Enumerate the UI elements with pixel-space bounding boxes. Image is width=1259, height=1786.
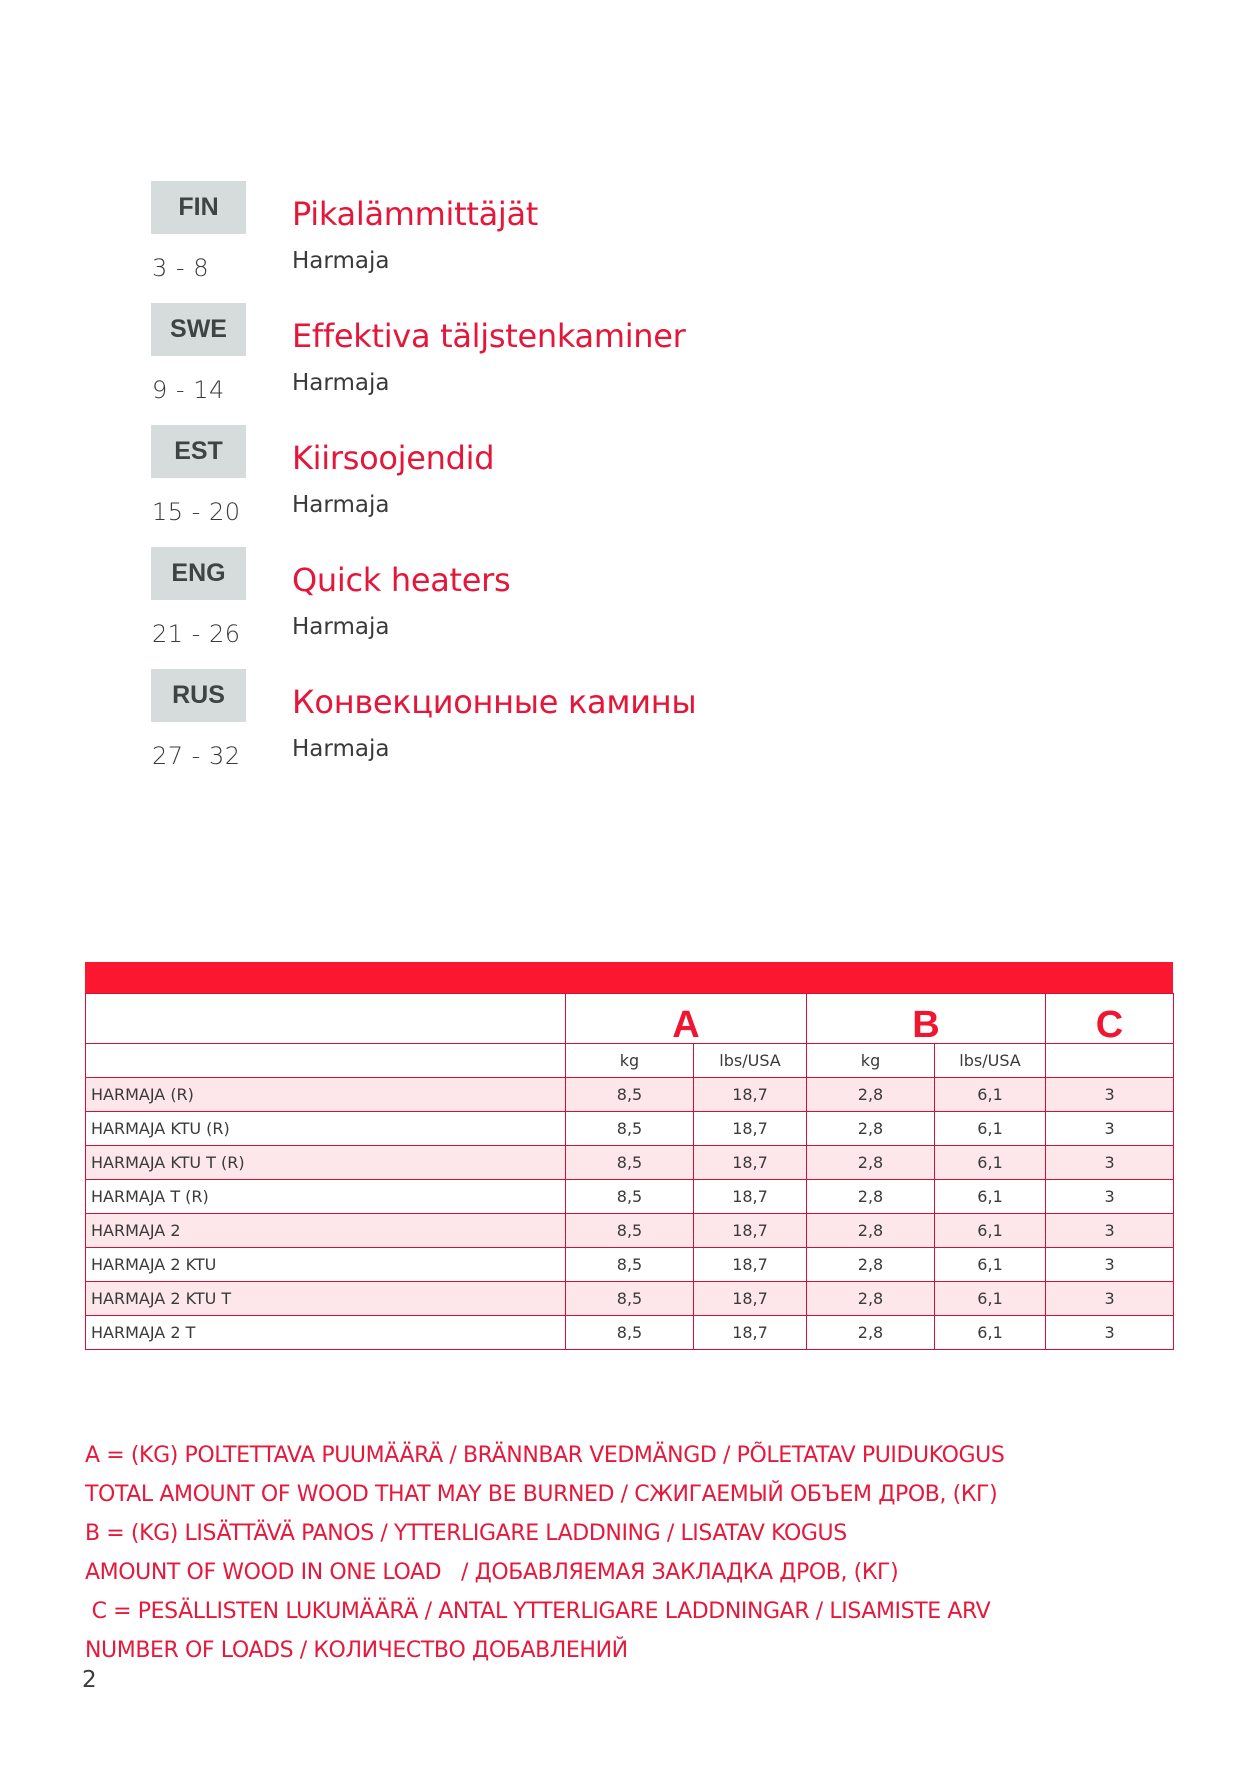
legend-line: A = (KG) POLTETTAVA PUUMÄÄRÄ / BRÄNNBAR VEDMÄNGD / PÕLETATAV PUIDUKOGUS xyxy=(85,1443,1005,1468)
column-group-a xyxy=(566,994,807,1044)
language-badge: EST xyxy=(151,425,246,478)
table-row xyxy=(86,1180,1174,1214)
c-count-cell: 3 xyxy=(1046,1316,1174,1350)
section-title[interactable]: Kiirsoojendid xyxy=(292,439,495,477)
table-row xyxy=(86,1248,1174,1282)
table-header-bar xyxy=(85,962,1173,993)
page-range: 21 - 26 xyxy=(152,620,241,648)
unit-b-lbs: lbs/USA xyxy=(935,1044,1046,1078)
section-title[interactable]: Конвекционные камины xyxy=(292,683,697,721)
b-kg-cell: 2,8 xyxy=(807,1214,935,1248)
page-number: 2 xyxy=(82,1667,97,1693)
c-count-cell: 3 xyxy=(1046,1248,1174,1282)
unit-header-row xyxy=(86,1044,1174,1078)
b-kg-cell: 2,8 xyxy=(807,1282,935,1316)
legend-line: NUMBER OF LOADS / КОЛИЧЕСТВО ДОБАВЛЕНИЙ xyxy=(85,1638,628,1663)
toc-item-fin[interactable] xyxy=(151,181,851,291)
model-name-cell: HARMAJA (R) xyxy=(86,1078,566,1112)
toc-item-rus[interactable] xyxy=(151,669,851,779)
toc-item-eng[interactable] xyxy=(151,547,851,657)
section-subtitle: Harmaja xyxy=(292,736,390,762)
model-name-cell: HARMAJA KTU T (R) xyxy=(86,1146,566,1180)
unit-b-kg: kg xyxy=(807,1044,935,1078)
c-count-cell: 3 xyxy=(1046,1146,1174,1180)
c-count-cell: 3 xyxy=(1046,1282,1174,1316)
b-lbs-cell: 6,1 xyxy=(935,1248,1046,1282)
column-group-b xyxy=(807,994,1046,1044)
legend-line: C = PESÄLLISTEN LUKUMÄÄRÄ / ANTAL YTTERLIGARE LADDNINGAR / LISAMISTE ARV xyxy=(85,1599,991,1624)
b-lbs-cell: 6,1 xyxy=(935,1282,1046,1316)
section-subtitle: Harmaja xyxy=(292,248,390,274)
b-kg-cell: 2,8 xyxy=(807,1146,935,1180)
legend-line: B = (KG) LISÄTTÄVÄ PANOS / YTTERLIGARE LADDNING / LISATAV KOGUS xyxy=(85,1521,847,1546)
column-group-c xyxy=(1046,994,1174,1044)
model-name-cell: HARMAJA 2 KTU T xyxy=(86,1282,566,1316)
page-range: 3 - 8 xyxy=(152,254,209,282)
section-subtitle: Harmaja xyxy=(292,492,390,518)
b-lbs-cell: 6,1 xyxy=(935,1146,1046,1180)
a-lbs-cell: 18,7 xyxy=(694,1112,807,1146)
language-badge: FIN xyxy=(151,181,246,234)
table-body xyxy=(86,1078,1174,1350)
a-lbs-cell: 18,7 xyxy=(694,1248,807,1282)
a-kg-cell: 8,5 xyxy=(566,1282,694,1316)
c-count-cell: 3 xyxy=(1046,1112,1174,1146)
section-title[interactable]: Quick heaters xyxy=(292,561,511,599)
a-lbs-cell: 18,7 xyxy=(694,1282,807,1316)
b-kg-cell: 2,8 xyxy=(807,1180,935,1214)
b-kg-cell: 2,8 xyxy=(807,1112,935,1146)
section-title[interactable]: Effektiva täljstenkaminer xyxy=(292,317,686,355)
page-range: 27 - 32 xyxy=(152,742,241,770)
model-name-cell: HARMAJA 2 T xyxy=(86,1316,566,1350)
data-table xyxy=(85,993,1174,1350)
empty-unit-cell xyxy=(86,1044,566,1078)
page-range: 9 - 14 xyxy=(152,376,225,404)
a-lbs-cell: 18,7 xyxy=(694,1146,807,1180)
table-row xyxy=(86,1078,1174,1112)
b-lbs-cell: 6,1 xyxy=(935,1214,1046,1248)
toc-item-swe[interactable] xyxy=(151,303,851,413)
group-label-c: C xyxy=(1095,1003,1124,1046)
language-badge: ENG xyxy=(151,547,246,600)
page-range: 15 - 20 xyxy=(152,498,241,526)
table-row xyxy=(86,1146,1174,1180)
c-count-cell: 3 xyxy=(1046,1078,1174,1112)
empty-header-cell xyxy=(86,994,566,1044)
b-lbs-cell: 6,1 xyxy=(935,1112,1046,1146)
b-kg-cell: 2,8 xyxy=(807,1078,935,1112)
a-lbs-cell: 18,7 xyxy=(694,1078,807,1112)
group-header-row xyxy=(86,994,1174,1044)
table-row xyxy=(86,1282,1174,1316)
legend xyxy=(85,1436,1185,1670)
model-name-cell: HARMAJA 2 KTU xyxy=(86,1248,566,1282)
a-kg-cell: 8,5 xyxy=(566,1180,694,1214)
empty-unit-cell xyxy=(1046,1044,1174,1078)
b-kg-cell: 2,8 xyxy=(807,1316,935,1350)
model-name-cell: HARMAJA 2 xyxy=(86,1214,566,1248)
a-kg-cell: 8,5 xyxy=(566,1146,694,1180)
legend-line: TOTAL AMOUNT OF WOOD THAT MAY BE BURNED / СЖИГАЕМЫЙ ОБЪЕМ ДРОВ, (КГ) xyxy=(85,1482,998,1507)
b-kg-cell: 2,8 xyxy=(807,1248,935,1282)
group-label-b: B xyxy=(912,1003,940,1046)
c-count-cell: 3 xyxy=(1046,1180,1174,1214)
b-lbs-cell: 6,1 xyxy=(935,1078,1046,1112)
section-subtitle: Harmaja xyxy=(292,614,390,640)
unit-a-kg: kg xyxy=(566,1044,694,1078)
unit-a-lbs: lbs/USA xyxy=(694,1044,807,1078)
model-name-cell: HARMAJA T (R) xyxy=(86,1180,566,1214)
section-title[interactable]: Pikalämmittäjät xyxy=(292,195,539,233)
toc-item-est[interactable] xyxy=(151,425,851,535)
a-kg-cell: 8,5 xyxy=(566,1248,694,1282)
table-row xyxy=(86,1112,1174,1146)
wood-load-table xyxy=(85,962,1173,1350)
b-lbs-cell: 6,1 xyxy=(935,1180,1046,1214)
group-label-a: A xyxy=(672,1003,700,1046)
a-lbs-cell: 18,7 xyxy=(694,1316,807,1350)
language-badge: RUS xyxy=(151,669,246,722)
a-lbs-cell: 18,7 xyxy=(694,1214,807,1248)
table-row xyxy=(86,1316,1174,1350)
model-name-cell: HARMAJA KTU (R) xyxy=(86,1112,566,1146)
section-subtitle: Harmaja xyxy=(292,370,390,396)
table-row xyxy=(86,1214,1174,1248)
a-kg-cell: 8,5 xyxy=(566,1316,694,1350)
c-count-cell: 3 xyxy=(1046,1214,1174,1248)
a-lbs-cell: 18,7 xyxy=(694,1180,807,1214)
a-kg-cell: 8,5 xyxy=(566,1214,694,1248)
b-lbs-cell: 6,1 xyxy=(935,1316,1046,1350)
a-kg-cell: 8,5 xyxy=(566,1078,694,1112)
a-kg-cell: 8,5 xyxy=(566,1112,694,1146)
legend-line: AMOUNT OF WOOD IN ONE LOAD / ДОБАВЛЯЕМАЯ ЗАКЛАДКА ДРОВ, (КГ) xyxy=(85,1560,899,1585)
language-badge: SWE xyxy=(151,303,246,356)
